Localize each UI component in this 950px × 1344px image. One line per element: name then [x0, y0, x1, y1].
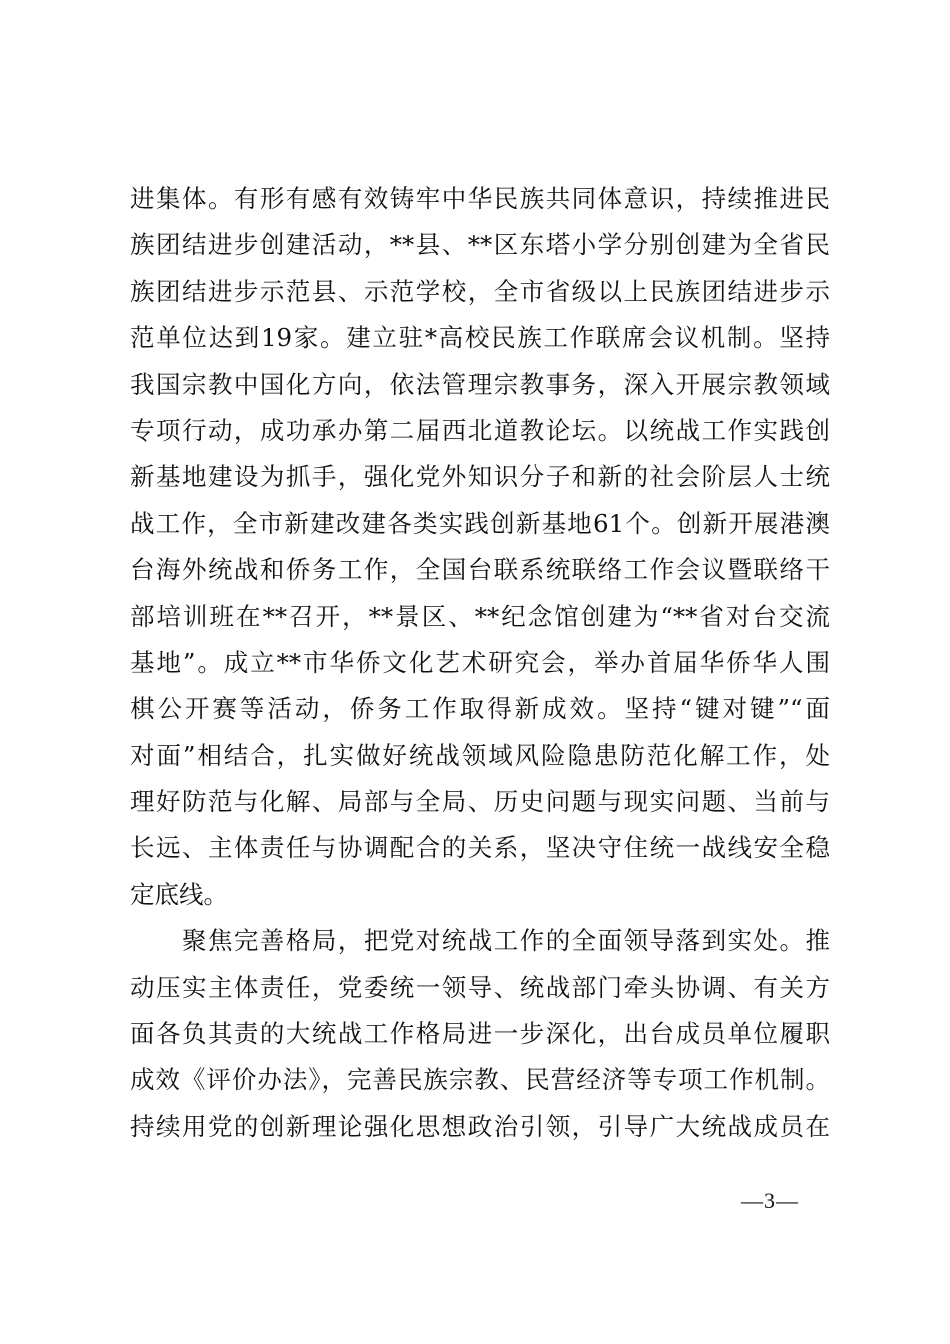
text-line-8: 战工作，全市新建改建各类实践创新基地61个。创新开展港澳 — [130, 508, 830, 538]
text-line-11: 基地”。成立**市华侨文化艺术研究会，举办首届华侨华人围 — [130, 647, 830, 677]
text-line-7: 新基地建设为抓手，强化党外知识分子和新的社会阶层人士统 — [130, 462, 830, 492]
text-line-2: 族团结进步创建活动，**县、**区东塔小学分别创建为全省民 — [130, 230, 830, 260]
text-line-20: 成效《评价办法》，完善民族宗教、民营经济等专项工作机制。 — [130, 1065, 830, 1095]
body-text — [130, 176, 830, 1150]
page-number: —3— — [741, 1188, 799, 1213]
text-line-1: 进集体。有形有感有效铸牢中华民族共同体意识，持续推进民 — [130, 184, 830, 213]
text-line-6: 专项行动，成功承办第二届西北道教论坛。以统战工作实践创 — [130, 415, 830, 445]
text-line-5: 我国宗教中国化方向，依法管理宗教事务，深入开展宗教领域 — [130, 369, 830, 399]
text-line-3: 族团结进步示范县、示范学校，全市省级以上民族团结进步示 — [130, 276, 830, 306]
text-line-10: 部培训班在**召开，**景区、**纪念馆创建为“**省对台交流 — [130, 601, 830, 631]
text-line-14: 理好防范与化解、局部与全局、历史问题与现实问题、当前与 — [130, 787, 830, 817]
text-line-21: 持续用党的创新理论强化思想政治引领，引导广大统战成员在 — [130, 1111, 830, 1141]
text-line-16: 定底线。 — [130, 879, 228, 909]
text-line-13: 对面”相结合，扎实做好统战领域风险隐患防范化解工作，处 — [130, 740, 830, 770]
text-line-17: 聚焦完善格局，把党对统战工作的全面领导落到实处。推 — [130, 926, 830, 956]
text-line-12: 棋公开赛等活动，侨务工作取得新成效。坚持“键对键”“面 — [130, 694, 830, 724]
text-line-15: 长远、主体责任与协调配合的关系，坚决守住统一战线安全稳 — [130, 833, 830, 863]
text-line-19: 面各负其责的大统战工作格局进一步深化，出台成员单位履职 — [130, 1019, 830, 1049]
text-line-4: 范单位达到19家。建立驻*高校民族工作联席会议机制。坚持 — [130, 323, 830, 353]
text-line-18: 动压实主体责任，党委统一领导、统战部门牵头协调、有关方 — [130, 972, 830, 1002]
text-line-9: 台海外统战和侨务工作，全国台联系统联络工作会议暨联络干 — [130, 555, 830, 585]
